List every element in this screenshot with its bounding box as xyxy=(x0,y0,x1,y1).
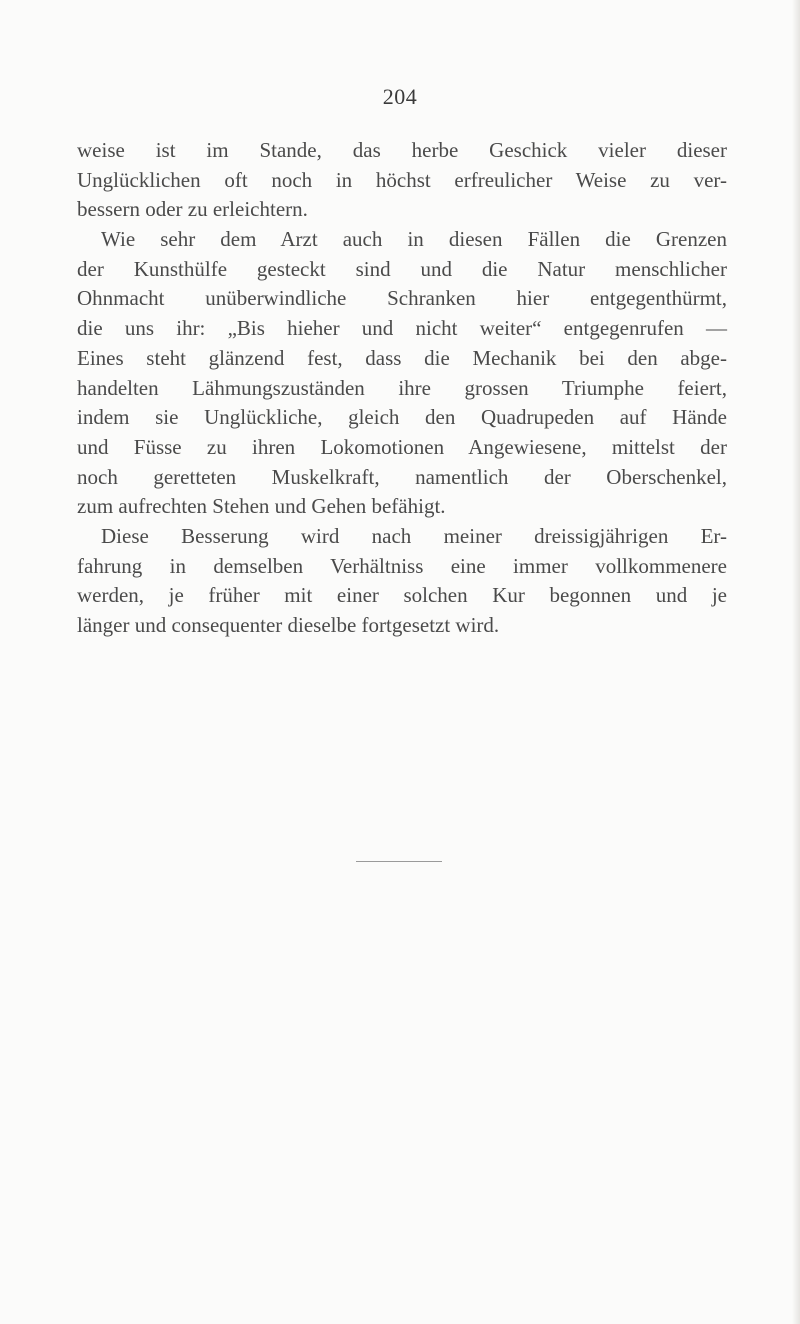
closing-rule xyxy=(356,861,442,862)
page-number: 204 xyxy=(382,84,418,109)
text-line: der Kunsthülfe gesteckt sind und die Natur menschlicher xyxy=(77,256,727,281)
text-line: länger und consequenter dieselbe fortgesetzt wird. xyxy=(77,613,500,637)
text-line: bessern oder zu erleichtern. xyxy=(77,197,308,222)
text-line: noch geretteten Muskelkraft, namentlich der Oberschenkel, xyxy=(77,464,727,489)
body-text xyxy=(77,136,727,641)
text-line: werden, je früher mit einer solchen Kur begonnen und je xyxy=(77,583,727,608)
text-line: indem sie Unglückliche, gleich den Quadrupeden auf Hände xyxy=(77,405,727,430)
text-line: Unglücklichen oft noch in höchst erfreulicher Weise zu ver- xyxy=(77,167,727,192)
text-line: Diese Besserung wird nach meiner dreissigjährigen Er- xyxy=(101,523,727,548)
text-line: Wie sehr dem Arzt auch in diesen Fällen die Grenzen xyxy=(101,227,727,252)
text-line: weise ist im Stande, das herbe Geschick vieler dieser xyxy=(77,138,727,162)
text-line: zum aufrechten Stehen und Gehen befähigt. xyxy=(77,494,446,519)
text-line: die uns ihr: „Bis hieher und nicht weiter“ entgegenrufen — xyxy=(77,316,727,341)
text-line: fahrung in demselben Verhältniss eine immer vollkommenere xyxy=(77,553,727,578)
text-line: handelten Lähmungszuständen ihre grossen Triumphe feiert, xyxy=(77,375,727,400)
text-line: Ohnmacht unüberwindliche Schranken hier entgegenthürmt, xyxy=(77,286,727,311)
page-edge-shadow xyxy=(792,0,800,1324)
text-line: und Füsse zu ihren Lokomotionen Angewiesene, mittelst der xyxy=(77,434,727,459)
text-line: Eines steht glänzend fest, dass die Mechanik bei den abge- xyxy=(77,345,727,370)
